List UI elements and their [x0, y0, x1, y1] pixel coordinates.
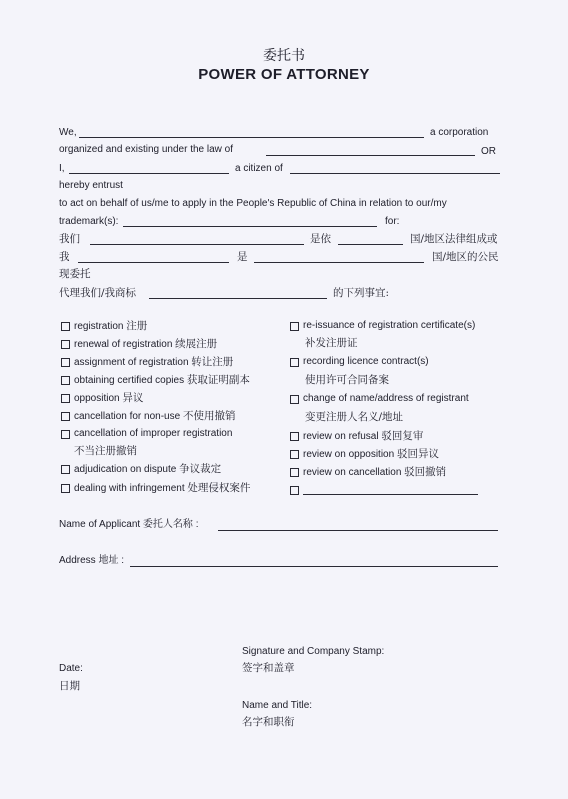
option-licence-recording: recording licence contract(s)	[303, 356, 429, 367]
label-a-citizen-of: a citizen of	[235, 163, 283, 174]
label-to-act: to act on behalf of us/me to apply in the People's Republic of China in relation to our/my	[59, 198, 447, 209]
option-cancellation-non-use: cancellation for non-use 不使用撤销	[74, 410, 236, 422]
label-we: We,	[59, 127, 77, 138]
checkbox-renewal[interactable]	[61, 340, 70, 349]
label-cn-shi: 是	[237, 251, 248, 263]
field-individual-name[interactable]	[69, 173, 229, 174]
checkbox-other[interactable]	[290, 486, 299, 495]
option-licence-recording-cn: 使用许可合同备案	[305, 374, 389, 386]
field-cn-citizen-country[interactable]	[254, 262, 424, 263]
label-cn-we: 我们	[59, 233, 80, 245]
option-infringement: dealing with infringement 处理侵权案件	[74, 482, 251, 494]
label-address: Address 地址 :	[59, 555, 125, 566]
field-cn-individual-name[interactable]	[78, 262, 229, 263]
option-change-name-address: change of name/address of registrant	[303, 393, 469, 404]
field-trademarks[interactable]	[123, 226, 377, 227]
checkbox-cancellation-non-use[interactable]	[61, 412, 70, 421]
checkbox-adjudication[interactable]	[61, 465, 70, 474]
title-chinese: 委托书	[263, 48, 305, 64]
field-cn-company-name[interactable]	[90, 244, 304, 245]
label-cn-entrust: 现委托	[59, 268, 91, 280]
label-cn-act-for: 代理我们/我商标	[59, 287, 137, 299]
field-citizen-country[interactable]	[290, 173, 500, 174]
checkbox-reissuance[interactable]	[290, 322, 299, 331]
option-reissuance: re-issuance of registration certificate(s)	[303, 320, 476, 331]
field-other-matter[interactable]	[303, 494, 478, 495]
label-i: I,	[59, 163, 65, 174]
field-cn-law-country[interactable]	[338, 244, 403, 245]
checkbox-review-opposition[interactable]	[290, 450, 299, 459]
checkbox-infringement[interactable]	[61, 484, 70, 493]
option-assignment: assignment of registration 转让注册	[74, 356, 234, 368]
label-a-corporation: a corporation	[430, 127, 489, 138]
option-opposition: opposition 异议	[74, 392, 144, 404]
option-adjudication: adjudication on dispute 争议裁定	[74, 463, 222, 475]
label-signature-cn: 签字和盖章	[242, 662, 295, 674]
label-date-cn: 日期	[59, 680, 80, 692]
checkbox-cancellation-improper[interactable]	[61, 430, 70, 439]
option-review-refusal: review on refusal 驳回复审	[303, 430, 424, 442]
label-trademarks: trademark(s):	[59, 216, 119, 227]
label-applicant-name: Name of Applicant 委托人名称 :	[59, 519, 199, 530]
label-hereby-entrust: hereby entrust	[59, 180, 123, 191]
checkbox-registration[interactable]	[61, 322, 70, 331]
label-signature: Signature and Company Stamp:	[242, 646, 385, 657]
checkbox-certified-copies[interactable]	[61, 376, 70, 385]
field-company-name[interactable]	[79, 137, 424, 138]
field-address[interactable]	[130, 566, 498, 567]
label-or: OR	[481, 146, 496, 157]
field-applicant-name[interactable]	[218, 530, 498, 531]
checkbox-review-cancellation[interactable]	[290, 468, 299, 477]
option-renewal: renewal of registration 续展注册	[74, 338, 218, 350]
option-review-opposition: review on opposition 驳回异议	[303, 448, 439, 460]
option-change-name-address-cn: 变更注册人名义/地址	[305, 411, 404, 423]
label-name-title-cn: 名字和职衔	[242, 716, 295, 728]
label-cn-is: 是依	[310, 233, 331, 245]
option-cancellation-improper: cancellation of improper registration	[74, 428, 233, 439]
checkbox-assignment[interactable]	[61, 358, 70, 367]
field-law-country[interactable]	[266, 155, 475, 156]
option-certified-copies: obtaining certified copies 获取证明副本	[74, 374, 250, 386]
option-review-cancellation: review on cancellation 驳回撤销	[303, 466, 447, 478]
label-organized: organized and existing under the law of	[59, 144, 234, 155]
label-cn-i: 我	[59, 251, 70, 263]
label-name-title: Name and Title:	[242, 700, 313, 711]
checkbox-opposition[interactable]	[61, 394, 70, 403]
label-cn-matters: 的下列事宜:	[333, 287, 390, 299]
title-english: POWER OF ATTORNEY	[198, 66, 370, 83]
label-cn-country-citizen: 国/地区的公民	[432, 251, 499, 263]
label-date: Date:	[59, 663, 83, 674]
label-for: for:	[385, 216, 400, 227]
option-registration: registration 注册	[74, 320, 148, 332]
checkbox-change-name-address[interactable]	[290, 395, 299, 404]
checkbox-licence-recording[interactable]	[290, 358, 299, 367]
checkbox-review-refusal[interactable]	[290, 432, 299, 441]
option-cancellation-improper-cn: 不当注册撤销	[74, 445, 137, 457]
option-reissuance-cn: 补发注册证	[305, 337, 358, 349]
label-cn-country-law: 国/地区法律组成或	[410, 233, 498, 245]
field-cn-trademarks[interactable]	[149, 298, 327, 299]
